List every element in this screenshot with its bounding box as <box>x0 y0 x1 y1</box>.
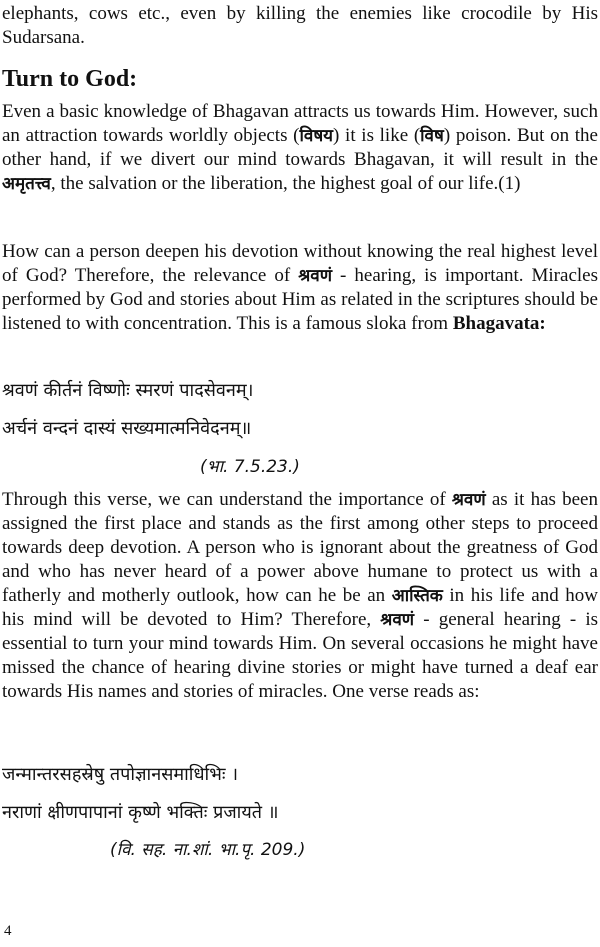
verse-1-ref-text: (भा. 7.5.23.) <box>200 457 300 477</box>
p1-text-4: , the salvation or the liberation, the highest goal of our life.(1) <box>50 173 521 194</box>
verse-2-line-2: नराणां क्षीणपापानां कृष्णे भक्तिः प्रजायते ॥ <box>2 802 279 823</box>
verse-2-line-1: जन्मान्तरसहस्रेषु तपोज्ञानसमाधिभिः । <box>2 764 239 785</box>
p2-text-1: How can a person deepen his devotion without knowing the real highest level of God? Therefore, the relevance of <box>2 241 598 286</box>
intro-paragraph <box>2 2 598 50</box>
verse-1-line-1: श्रवणं कीर्तनं विष्णोः स्मरणं पादसेवनम्। <box>2 380 254 401</box>
verse-1-reference <box>200 455 300 479</box>
verse-1-line-2: अर्चनं वन्दनं दास्यं सख्यमात्मनिवेदनम्॥ <box>2 418 252 439</box>
p3-term-shravanam: श्रवणं <box>451 490 486 510</box>
p3-term-shravanam-2: श्रवणं <box>380 610 415 630</box>
verse-2-reference <box>110 838 305 862</box>
p3-text-4: - general hearing - is essential to turn your mind towards Him. On several occasions he might have missed the chance of hearing divine stories or might have turned a deaf ear towards His names and stories of miracles. One verse reads as: <box>2 609 598 702</box>
paragraph-2 <box>2 240 598 336</box>
verse-2-ref-text: (वि. सह. ना.शां. भा.पृ. 209.) <box>110 840 306 860</box>
p3-text-1: Through this verse, we can understand the importance of <box>2 489 452 510</box>
p1-term-amritattva: अमृतत्त्व <box>2 174 51 194</box>
p1-term-visha: विष <box>420 126 444 146</box>
p3-text-2: as it has been assigned the first place and stands as the first among other steps to proceed towards deep devotion. A person who is ignorant about the greatness of God and who has never heard of a power above humane to protect us with a fatherly and motherly outlook, how can he be an <box>2 489 598 606</box>
p3-term-astika: आस्तिक <box>391 586 443 606</box>
page-number: 4 <box>4 923 12 939</box>
paragraph-1 <box>2 100 598 196</box>
p2-text-2: - hearing, is important. Miracles performed by God and stories about Him as related in the scriptures should be listened to with concentration. This is a famous sloka from <box>2 265 598 334</box>
p1-term-vishaya: विषय <box>299 126 334 146</box>
intro-text: elephants, cows etc., even by killing the enemies like crocodile by His Sudarsana. <box>2 3 598 48</box>
p1-text-1: Even a basic knowledge of Bhagavan attracts us towards Him. However, such an attraction towards worldly objects ( <box>2 101 598 146</box>
p2-bhagavata: Bhagavata: <box>452 313 546 334</box>
p3-text-3: in his life and how his mind will be devoted to Him? Therefore, <box>2 585 598 630</box>
section-heading: Turn to God: <box>2 66 138 92</box>
p1-text-2: ) it is like ( <box>333 125 421 146</box>
paragraph-3 <box>2 488 598 704</box>
p1-text-3: ) poison. But on the other hand, if we divert our mind towards Bhagavan, it will result in the <box>2 125 598 170</box>
p2-term-shravanam: श्रवणं <box>298 266 333 286</box>
